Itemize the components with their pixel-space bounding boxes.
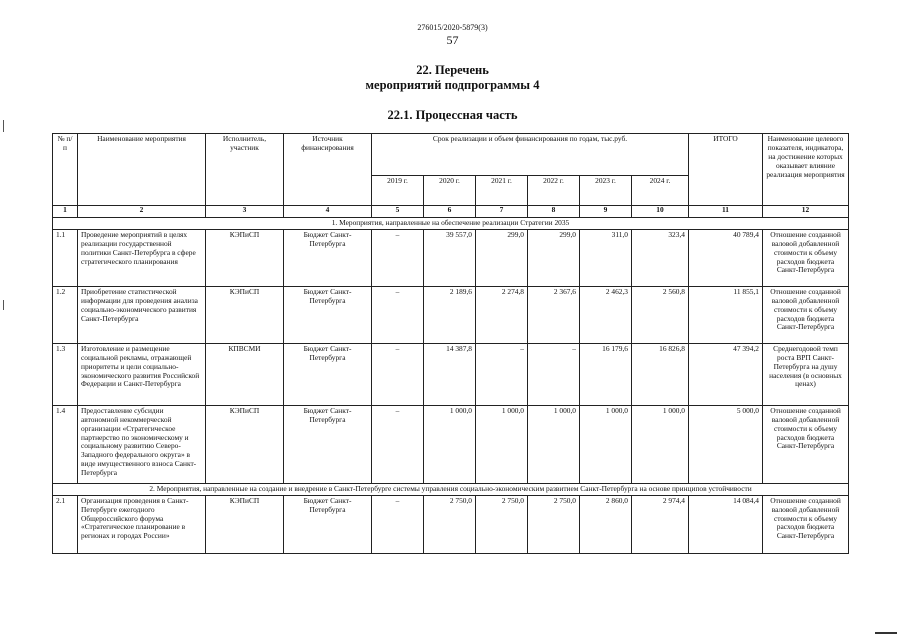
column-number: 9 [580,206,632,218]
activity-name: Предоставление субсидии автономной некоммерческой организации «Стратегическое партнерство по экономическому и социальному развитию Северо-Западного федерального округа» в виде имущественного взноса Санкт-Петербурга [78,405,206,483]
target-indicator: Отношение созданной валовой добавленной стоимости к объему расходов бюджета Санкт-Петербурга [763,495,849,553]
document-title-line2: мероприятий подпрограммы 4 [365,78,540,92]
target-indicator: Отношение созданной валовой добавленной стоимости к объему расходов бюджета Санкт-Петербурга [763,229,849,286]
funding-source: Бюджет Санкт-Петербурга [284,229,372,286]
column-number: 4 [284,206,372,218]
year-value: – [372,229,424,286]
table-row [53,286,849,343]
year-value: 299,0 [476,229,528,286]
executor: КЭПиСП [206,286,284,343]
row-total: 5 000,0 [689,405,763,483]
year-value: – [372,405,424,483]
year-value: 2 750,0 [528,495,580,553]
column-number: 10 [632,206,689,218]
section-title: 1. Мероприятия, направленные на обеспечение реализации Стратегии 2035 [53,218,849,230]
header-year: 2023 г. [580,176,632,206]
year-value: 2 367,6 [528,286,580,343]
executor: КЭПиСП [206,405,284,483]
year-value: 323,4 [632,229,689,286]
executor: КЭПиСП [206,495,284,553]
target-indicator: Отношение созданной валовой добавленной стоимости к объему расходов бюджета Санкт-Петербурга [763,405,849,483]
year-value: 2 860,0 [580,495,632,553]
column-number: 2 [78,206,206,218]
column-number: 5 [372,206,424,218]
year-value: 2 189,6 [424,286,476,343]
header-indicator: Наименование целевого показателя, индикатора, на достижение которых оказывает влияние реализация мероприятия [763,134,849,206]
header-executor: Исполнитель, участник [206,134,284,206]
year-value: 2 560,8 [632,286,689,343]
row-total: 47 394,2 [689,343,763,405]
activities-table [52,133,849,554]
row-total: 11 855,1 [689,286,763,343]
column-number: 11 [689,206,763,218]
activity-name: Изготовление и размещение социальной рекламы, отражающей приоритеты и цели социально-экономического развития Российской Федерации и Санкт-Петербурга [78,343,206,405]
section-title: 2. Мероприятия, направленные на создание и внедрение в Санкт-Петербурге системы управления социально-экономическим развитием Санкт-Петербурга на основе принципов устойчивости [53,483,849,495]
activity-name: Организация проведения в Санкт-Петербурге ежегодного Общероссийского форума «Стратегическое планирование в регионах и городах России» [78,495,206,553]
row-number: 1.3 [53,343,78,405]
header-year: 2024 г. [632,176,689,206]
header-year: 2022 г. [528,176,580,206]
header-period: Срок реализации и объем финансирования по годам, тыс.руб. [372,134,689,176]
header-name: Наименование мероприятия [78,134,206,206]
activity-name: Приобретение статистической информации для проведения анализа социально-экономического развития Санкт-Петербурга [78,286,206,343]
target-indicator: Отношение созданной валовой добавленной стоимости к объему расходов бюджета Санкт-Петербурга [763,286,849,343]
year-value: 1 000,0 [580,405,632,483]
year-value: – [372,495,424,553]
row-total: 40 789,4 [689,229,763,286]
year-value: 1 000,0 [424,405,476,483]
scan-edge-mark [3,300,4,310]
section-subtitle: 22.1. Процессная часть [387,108,518,122]
executor: КПВСМИ [206,343,284,405]
column-number: 3 [206,206,284,218]
year-value: – [372,286,424,343]
funding-source: Бюджет Санкт-Петербурга [284,286,372,343]
year-value: 299,0 [528,229,580,286]
year-value: 2 462,3 [580,286,632,343]
column-number: 12 [763,206,849,218]
row-number: 2.1 [53,495,78,553]
table-row [53,495,849,553]
year-value: – [476,343,528,405]
year-value: 2 750,0 [424,495,476,553]
table-row [53,405,849,483]
scan-edge-mark [875,632,897,634]
section-row [53,483,849,495]
table-row [53,229,849,286]
year-value: – [372,343,424,405]
funding-source: Бюджет Санкт-Петербурга [284,343,372,405]
header-year: 2021 г. [476,176,528,206]
year-value: 1 000,0 [528,405,580,483]
funding-source: Бюджет Санкт-Петербурга [284,405,372,483]
header-year: 2019 г. [372,176,424,206]
section-row [53,218,849,230]
activity-name: Проведение мероприятий в целях реализации государственной политики Санкт-Петербурга в сфере стратегического планирования [78,229,206,286]
year-value: 2 974,4 [632,495,689,553]
year-value: 1 000,0 [476,405,528,483]
year-value: 39 557,0 [424,229,476,286]
document-title: 22. Перечень [416,63,489,77]
column-number: 6 [424,206,476,218]
year-value: 16 179,6 [580,343,632,405]
row-number: 1.4 [53,405,78,483]
funding-source: Бюджет Санкт-Петербурга [284,495,372,553]
table-row [53,343,849,405]
year-value: 2 274,8 [476,286,528,343]
page-number: 57 [446,33,459,47]
column-number-row [53,206,849,218]
header-total: ИТОГО [689,134,763,206]
year-value: 1 000,0 [632,405,689,483]
year-value: 2 750,0 [476,495,528,553]
target-indicator: Среднегодовой темп роста ВРП Санкт-Петербурга на душу населения (в основных ценах) [763,343,849,405]
header-num: № п/п [53,134,78,206]
year-value: 16 826,8 [632,343,689,405]
row-total: 14 084,4 [689,495,763,553]
year-value: – [528,343,580,405]
scan-edge-mark [3,120,4,132]
row-number: 1.2 [53,286,78,343]
year-value: 311,0 [580,229,632,286]
document-id: 276015/2020-5879(3) [417,23,488,32]
executor: КЭПиСП [206,229,284,286]
header-year: 2020 г. [424,176,476,206]
year-value: 14 387,8 [424,343,476,405]
column-number: 7 [476,206,528,218]
header-source: Источник финансирования [284,134,372,206]
column-number: 8 [528,206,580,218]
column-number: 1 [53,206,78,218]
row-number: 1.1 [53,229,78,286]
